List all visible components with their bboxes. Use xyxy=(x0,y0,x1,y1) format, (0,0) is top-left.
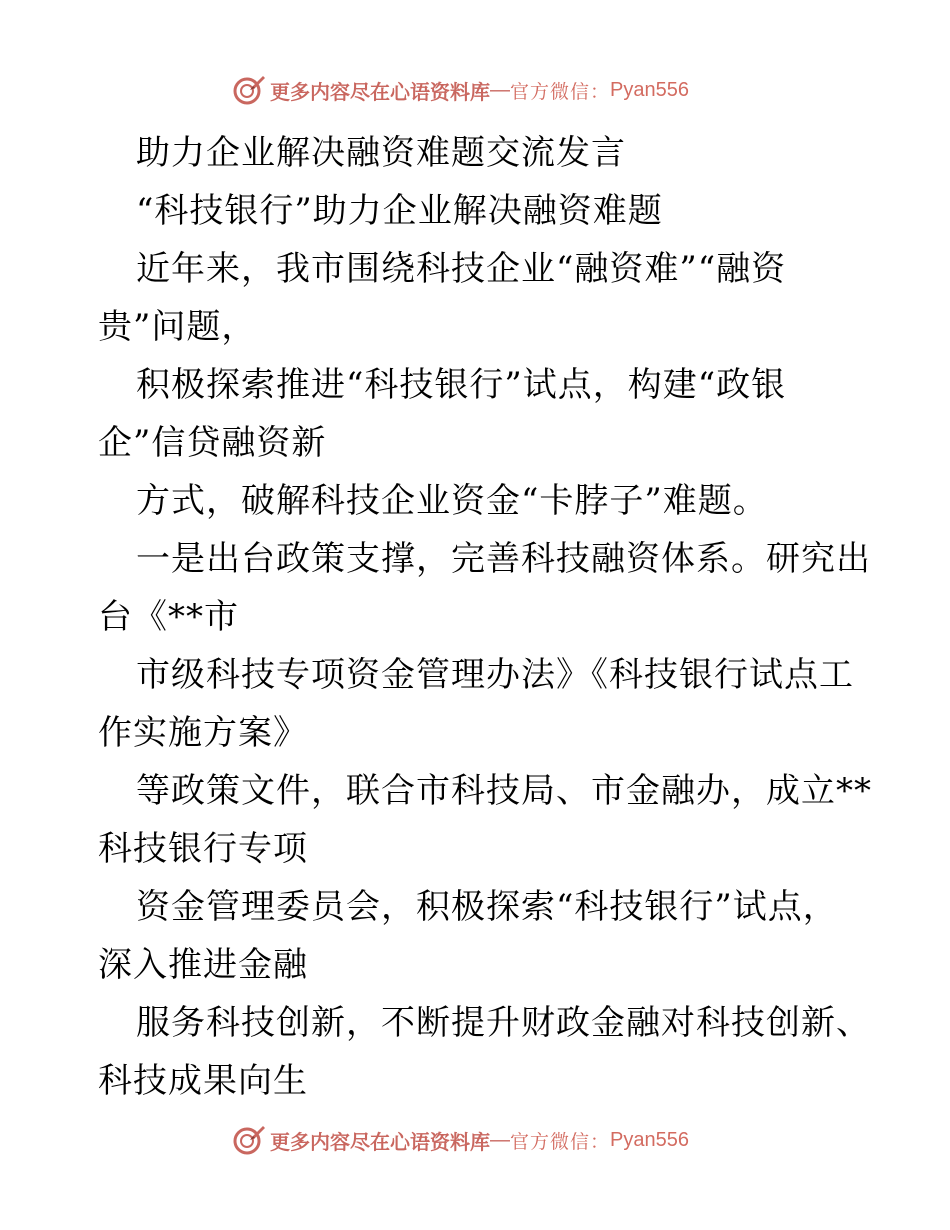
pen-swirl-logo-icon xyxy=(232,1123,266,1157)
paragraph-line: 企”信贷融资新 xyxy=(98,423,327,463)
watermark-dash: — xyxy=(490,78,510,101)
paragraph-line: 一是出台政策支撑，完善科技融资体系。研究出 xyxy=(136,539,871,579)
paragraph-line: 科技成果向生 xyxy=(98,1061,308,1101)
watermark-text: 更多内容尽在心语资料库 xyxy=(270,79,490,104)
paragraph-line: 方式，破解科技企业资金“卡脖子”难题。 xyxy=(136,481,768,521)
watermark-dash: — xyxy=(490,1128,510,1151)
paragraph-line: 科技银行专项 xyxy=(98,829,308,869)
document-title: 助力企业解决融资难题交流发言 xyxy=(136,133,626,173)
paragraph-line: 近年来，我市围绕科技企业“融资难”“融资 xyxy=(136,249,787,289)
pen-swirl-logo-icon xyxy=(232,73,266,107)
document-subtitle: “科技银行”助力企业解决融资难题 xyxy=(136,191,663,231)
paragraph-line: 等政策文件，联合市科技局、市金融办，成立** xyxy=(136,771,872,811)
paragraph-line: 台《**市 xyxy=(98,597,239,637)
watermark-wechat-label: 官方微信： xyxy=(510,80,611,103)
paragraph-line: 作实施方案》 xyxy=(98,713,308,753)
paragraph-line: 积极探索推进“科技银行”试点，构建“政银 xyxy=(136,365,787,405)
paragraph-line: 服务科技创新，不断提升财政金融对科技创新、 xyxy=(136,1003,871,1043)
paragraph-line: 深入推进金融 xyxy=(98,945,308,985)
watermark-wechat-id: Pyan556 xyxy=(610,1128,689,1151)
watermark-text: 更多内容尽在心语资料库 xyxy=(270,1129,490,1154)
header-watermark xyxy=(232,70,689,110)
document-body xyxy=(98,124,872,1110)
paragraph-line: 资金管理委员会，积极探索“科技银行”试点， xyxy=(136,887,838,927)
watermark-wechat-id: Pyan556 xyxy=(610,78,689,101)
paragraph-line: 市级科技专项资金管理办法》《科技银行试点工 xyxy=(136,655,854,695)
paragraph-line: 贵”问题， xyxy=(98,307,257,347)
footer-watermark xyxy=(232,1120,689,1160)
watermark-wechat-label: 官方微信： xyxy=(510,1130,611,1153)
